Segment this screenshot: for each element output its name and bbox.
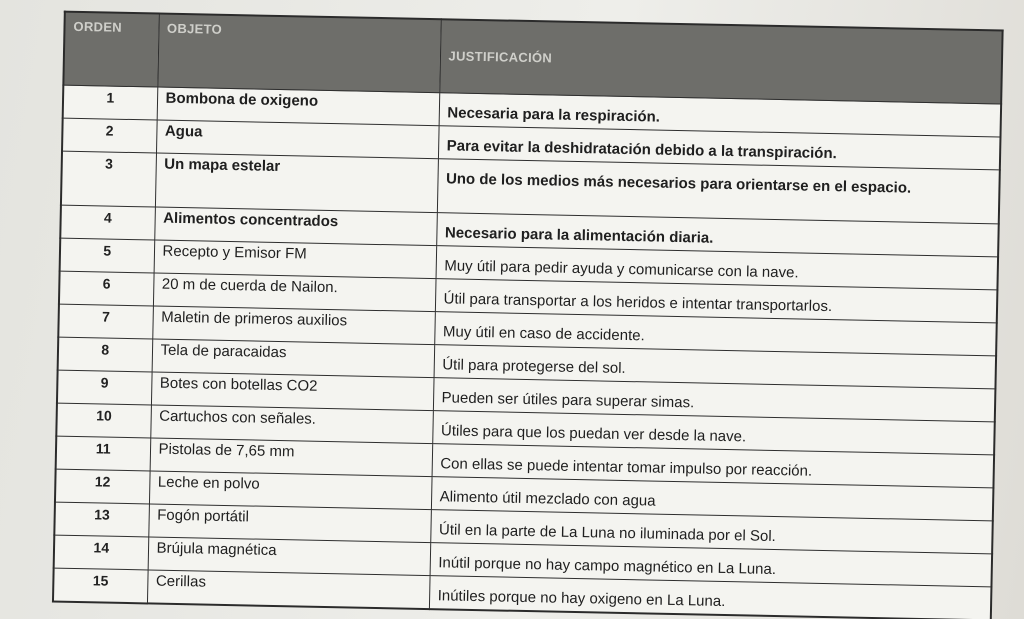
justification-cell: Inútil porque no hay campo magnético en La Luna.	[430, 543, 993, 587]
object-cell: Tela de paracaidas	[152, 339, 435, 378]
object-cell: Leche en polvo	[149, 471, 432, 510]
order-cell: 15	[53, 568, 148, 603]
order-cell: 3	[61, 151, 156, 207]
justification-cell: Muy útil para pedir ayuda y comunicarse con la nave.	[436, 246, 999, 290]
justification-cell: Necesario para la alimentación diaria.	[436, 213, 999, 257]
object-cell: Bombona de oxigeno	[157, 87, 440, 126]
order-cell: 14	[54, 535, 149, 570]
order-cell: 11	[56, 436, 151, 471]
justification-cell: Pueden ser útiles para superar simas.	[433, 378, 996, 422]
justification-cell: Alimento útil mezclado con agua	[431, 477, 994, 521]
justification-cell: Útil para transportar a los heridos e intentar transportarlos.	[435, 279, 998, 323]
order-cell: 8	[58, 337, 153, 372]
justification-cell: Útil para protegerse del sol.	[434, 345, 997, 389]
object-cell: Agua	[156, 120, 439, 159]
object-cell: Maletin de primeros auxilios	[152, 306, 435, 345]
header-justification: JUSTIFICACIÓN	[439, 19, 1002, 104]
object-cell: Alimentos concentrados	[154, 207, 437, 246]
order-cell: 7	[58, 304, 153, 339]
justification-cell: Para evitar la deshidratación debido a la transpiración.	[438, 126, 1001, 170]
justification-cell: Uno de los medios más necesarios para orientarse en el espacio.	[437, 159, 1000, 224]
order-cell: 12	[55, 469, 150, 504]
objects-table	[52, 11, 1004, 619]
order-cell: 4	[60, 205, 155, 240]
order-cell: 5	[60, 238, 155, 273]
justification-cell: Necesaria para la respiración.	[439, 93, 1002, 137]
object-cell: Fogón portátil	[148, 504, 431, 543]
table-sheet	[34, 0, 1021, 616]
justification-cell: Inútiles porque no hay oxigeno en La Luna.	[429, 576, 992, 619]
header-object: OBJETO	[157, 14, 440, 93]
order-cell: 13	[54, 502, 149, 537]
justification-cell: Con ellas se puede intentar tomar impulso por reacción.	[432, 444, 995, 488]
order-cell: 10	[56, 403, 151, 438]
object-cell: Cartuchos con señales.	[150, 405, 433, 444]
order-cell: 6	[59, 271, 154, 306]
object-cell: Botes con botellas CO2	[151, 372, 434, 411]
object-cell: Brújula magnética	[148, 537, 431, 576]
justification-cell: Útil en la parte de La Luna no iluminada por el Sol.	[430, 510, 993, 554]
justification-cell: Muy útil en caso de accidente.	[434, 312, 997, 356]
object-cell: Pistolas de 7,65 mm	[150, 438, 433, 477]
object-cell: Recepto y Emisor FM	[154, 240, 437, 279]
object-cell: Un mapa estelar	[155, 153, 438, 213]
justification-cell: Útiles para que los puedan ver desde la nave.	[432, 411, 995, 455]
object-cell: 20 m de cuerda de Nailon.	[153, 273, 436, 312]
object-cell: Cerillas	[147, 570, 430, 609]
header-order: ORDEN	[63, 12, 158, 87]
order-cell: 2	[62, 118, 157, 153]
order-cell: 9	[57, 370, 152, 405]
order-cell: 1	[63, 85, 158, 120]
